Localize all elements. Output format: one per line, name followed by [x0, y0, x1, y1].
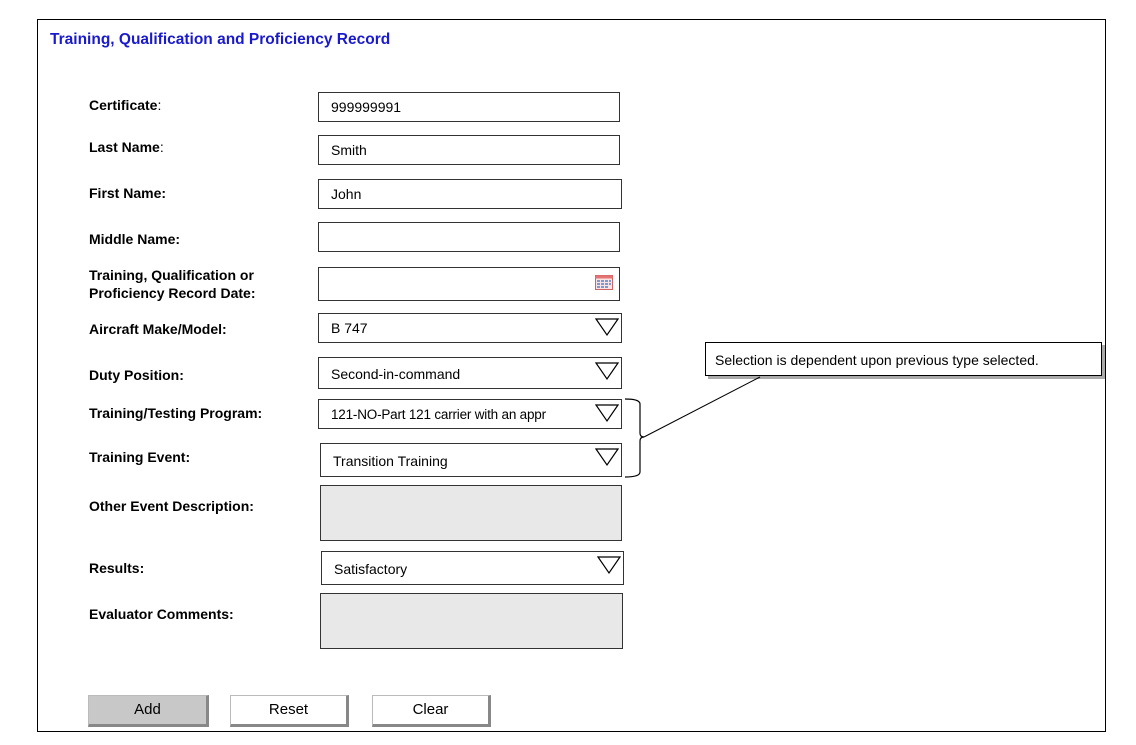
- add-button[interactable]: Add: [88, 695, 209, 727]
- evaluator-comments-textarea[interactable]: [320, 593, 623, 649]
- dropdown-triangle-icon[interactable]: [595, 361, 619, 381]
- training-program-label: Training/Testing Program:: [89, 405, 263, 421]
- duty-position-select[interactable]: Second-in-command: [318, 357, 622, 389]
- aircraft-select[interactable]: B 747: [318, 313, 622, 343]
- last-name-input[interactable]: Smith: [318, 135, 620, 165]
- middle-name-input[interactable]: [318, 222, 620, 252]
- clear-button[interactable]: Clear: [372, 695, 491, 727]
- reset-button[interactable]: Reset: [230, 695, 349, 727]
- first-name-label: First Name:: [89, 185, 167, 201]
- evaluator-comments-label: Evaluator Comments:: [89, 606, 234, 622]
- dependency-tooltip: Selection is dependent upon previous type selected.: [705, 342, 1102, 376]
- certificate-input[interactable]: 999999991: [318, 92, 620, 122]
- last-name-label: Last Name:: [89, 139, 164, 155]
- results-select[interactable]: Satisfactory: [321, 551, 624, 585]
- training-event-select[interactable]: Transition Training: [320, 443, 622, 477]
- other-event-textarea[interactable]: [320, 485, 622, 541]
- aircraft-label: Aircraft Make/Model:: [89, 321, 227, 337]
- dropdown-triangle-icon[interactable]: [597, 555, 621, 575]
- dropdown-triangle-icon[interactable]: [595, 403, 619, 423]
- other-event-label: Other Event Description:: [89, 498, 254, 514]
- tooltip-connector-bracket: [620, 370, 770, 485]
- page-title: Training, Qualification and Proficiency Record: [50, 31, 391, 48]
- duty-position-label: Duty Position:: [89, 367, 184, 383]
- middle-name-label: Middle Name:: [89, 231, 181, 247]
- training-event-label: Training Event:: [89, 449, 191, 465]
- calendar-icon[interactable]: [595, 275, 613, 290]
- record-date-label-line1: Training, Qualification or: [89, 267, 254, 283]
- dropdown-triangle-icon[interactable]: [595, 447, 619, 467]
- certificate-label: Certificate:: [89, 97, 162, 113]
- record-date-label: [89, 266, 256, 302]
- training-program-select[interactable]: 121-NO-Part 121 carrier with an appr: [318, 399, 622, 429]
- results-label: Results:: [89, 560, 145, 576]
- dropdown-triangle-icon[interactable]: [595, 317, 619, 337]
- first-name-input[interactable]: John: [318, 179, 622, 209]
- record-date-input[interactable]: [318, 267, 620, 301]
- record-date-label-line2: Proficiency Record Date:: [89, 285, 256, 301]
